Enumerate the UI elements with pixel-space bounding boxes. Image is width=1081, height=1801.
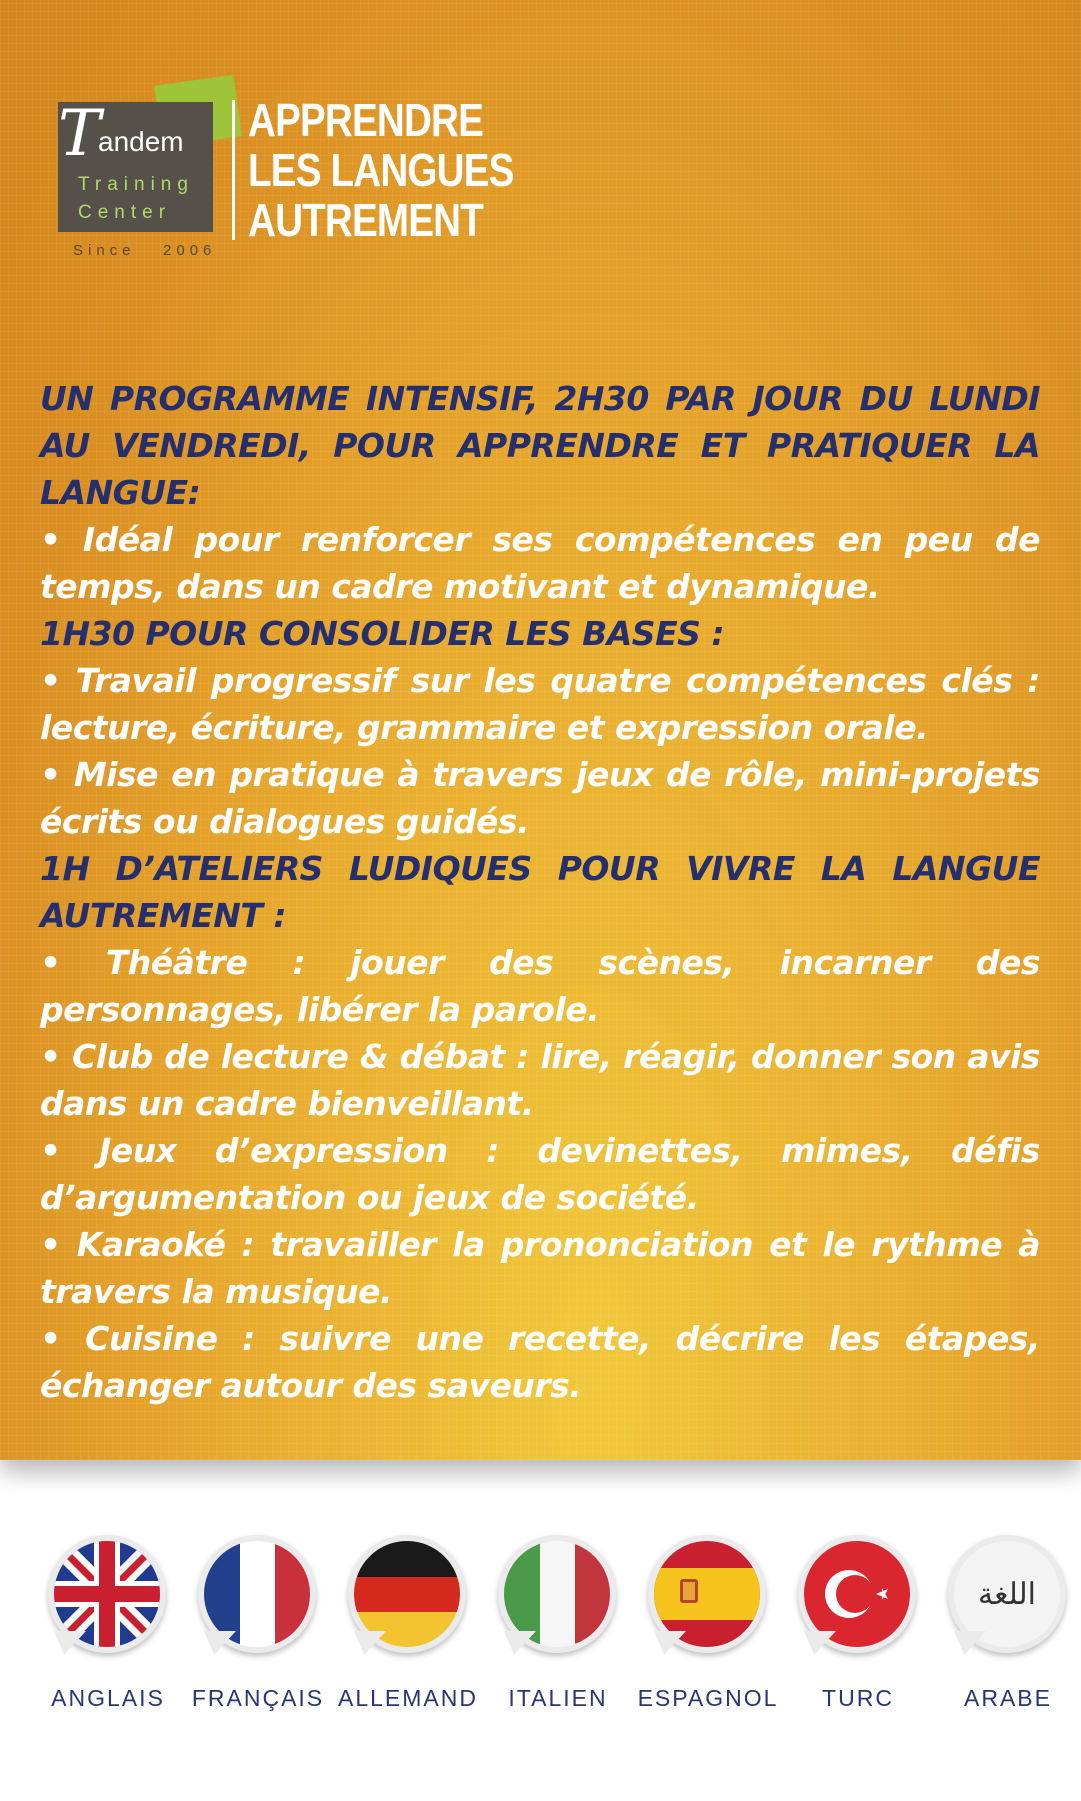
language-label: TURC — [822, 1685, 894, 1711]
language-turkish — [788, 1535, 928, 1735]
program-description — [40, 375, 1040, 1409]
tagline-line: LES LANGUES — [248, 144, 514, 196]
bullet-item: • Cuisine : suivre une recette, décrire les étapes, échanger autour des saveurs. — [40, 1319, 1040, 1405]
language-label: FRANÇAIS — [191, 1685, 325, 1711]
section-heading: UN PROGRAMME INTENSIF, 2H30 PAR JOUR DU LUNDI AU VENDREDI, POUR APPRENDRE ET PRATIQUER LA LANGUE: — [40, 379, 1040, 512]
bullet-item: • Club de lecture & débat : lire, réagir, donner son avis dans un cadre bienveillant. — [40, 1037, 1040, 1123]
bubble-tail — [504, 1631, 536, 1655]
language-label: ANGLAIS — [51, 1685, 165, 1711]
language-italian — [488, 1535, 628, 1735]
flag-bubble — [498, 1535, 616, 1653]
flag-bubble — [198, 1535, 316, 1653]
bullet-item: • Idéal pour renforcer ses compétences en peu de temps, dans un cadre motivant et dynamique. — [40, 520, 1040, 606]
tagline-line: AUTREMENT — [248, 194, 484, 246]
bubble-tail — [354, 1631, 386, 1655]
bubble-tail — [804, 1631, 836, 1655]
logo-center: Center — [78, 202, 172, 223]
logo-divider — [232, 100, 235, 240]
bubble-tail — [204, 1631, 236, 1655]
language-german — [338, 1535, 478, 1735]
flag-bubble — [648, 1535, 766, 1653]
language-label: ALLEMAND — [338, 1685, 478, 1711]
section-heading: 1H30 POUR CONSOLIDER LES BASES : — [40, 614, 725, 653]
flag-bubble — [48, 1535, 166, 1653]
flag-bubble — [348, 1535, 466, 1653]
language-label: ARABE — [964, 1685, 1052, 1711]
section-heading: 1H D’ATELIERS LUDIQUES POUR VIVRE LA LANGUE AUTREMENT : — [40, 849, 1040, 935]
logo-training: Training — [78, 174, 194, 195]
bubble-tail — [54, 1631, 86, 1655]
bullet-item: • Karaoké : travailler la prononciation et le rythme à travers la musique. — [40, 1225, 1040, 1311]
bubble-tail — [654, 1631, 686, 1655]
language-arabic — [938, 1535, 1078, 1735]
tagline — [248, 95, 514, 245]
flag-bubble — [798, 1535, 916, 1653]
language-flags — [0, 1535, 1081, 1765]
language-english — [38, 1535, 178, 1735]
language-label: ESPAGNOL — [637, 1685, 779, 1711]
language-french — [188, 1535, 328, 1735]
bullet-item: • Théâtre : jouer des scènes, incarner des personnages, libérer la parole. — [40, 943, 1040, 1029]
logo-brand: andem — [98, 126, 184, 157]
bullet-item: • Mise en pratique à travers jeux de rôle, mini-projets écrits ou dialogues guidés. — [40, 755, 1040, 841]
bullet-item: • Travail progressif sur les quatre compétences clés : lecture, écriture, grammaire et expression orale. — [40, 661, 1040, 747]
language-spanish — [638, 1535, 778, 1735]
logo-initial: T — [58, 97, 101, 171]
flag-bubble — [948, 1535, 1066, 1653]
bullet-item: • Jeux d’expression : devinettes, mimes, défis d’argumentation ou jeux de société. — [40, 1131, 1040, 1217]
bubble-tail — [954, 1631, 986, 1655]
language-label: ITALIEN — [508, 1685, 608, 1711]
logo-since: Since 2006 — [73, 242, 217, 259]
tandem-logo — [58, 80, 228, 260]
tagline-line: APPRENDRE — [248, 94, 484, 146]
arabic-calligraphy: اللغة — [954, 1541, 1060, 1647]
